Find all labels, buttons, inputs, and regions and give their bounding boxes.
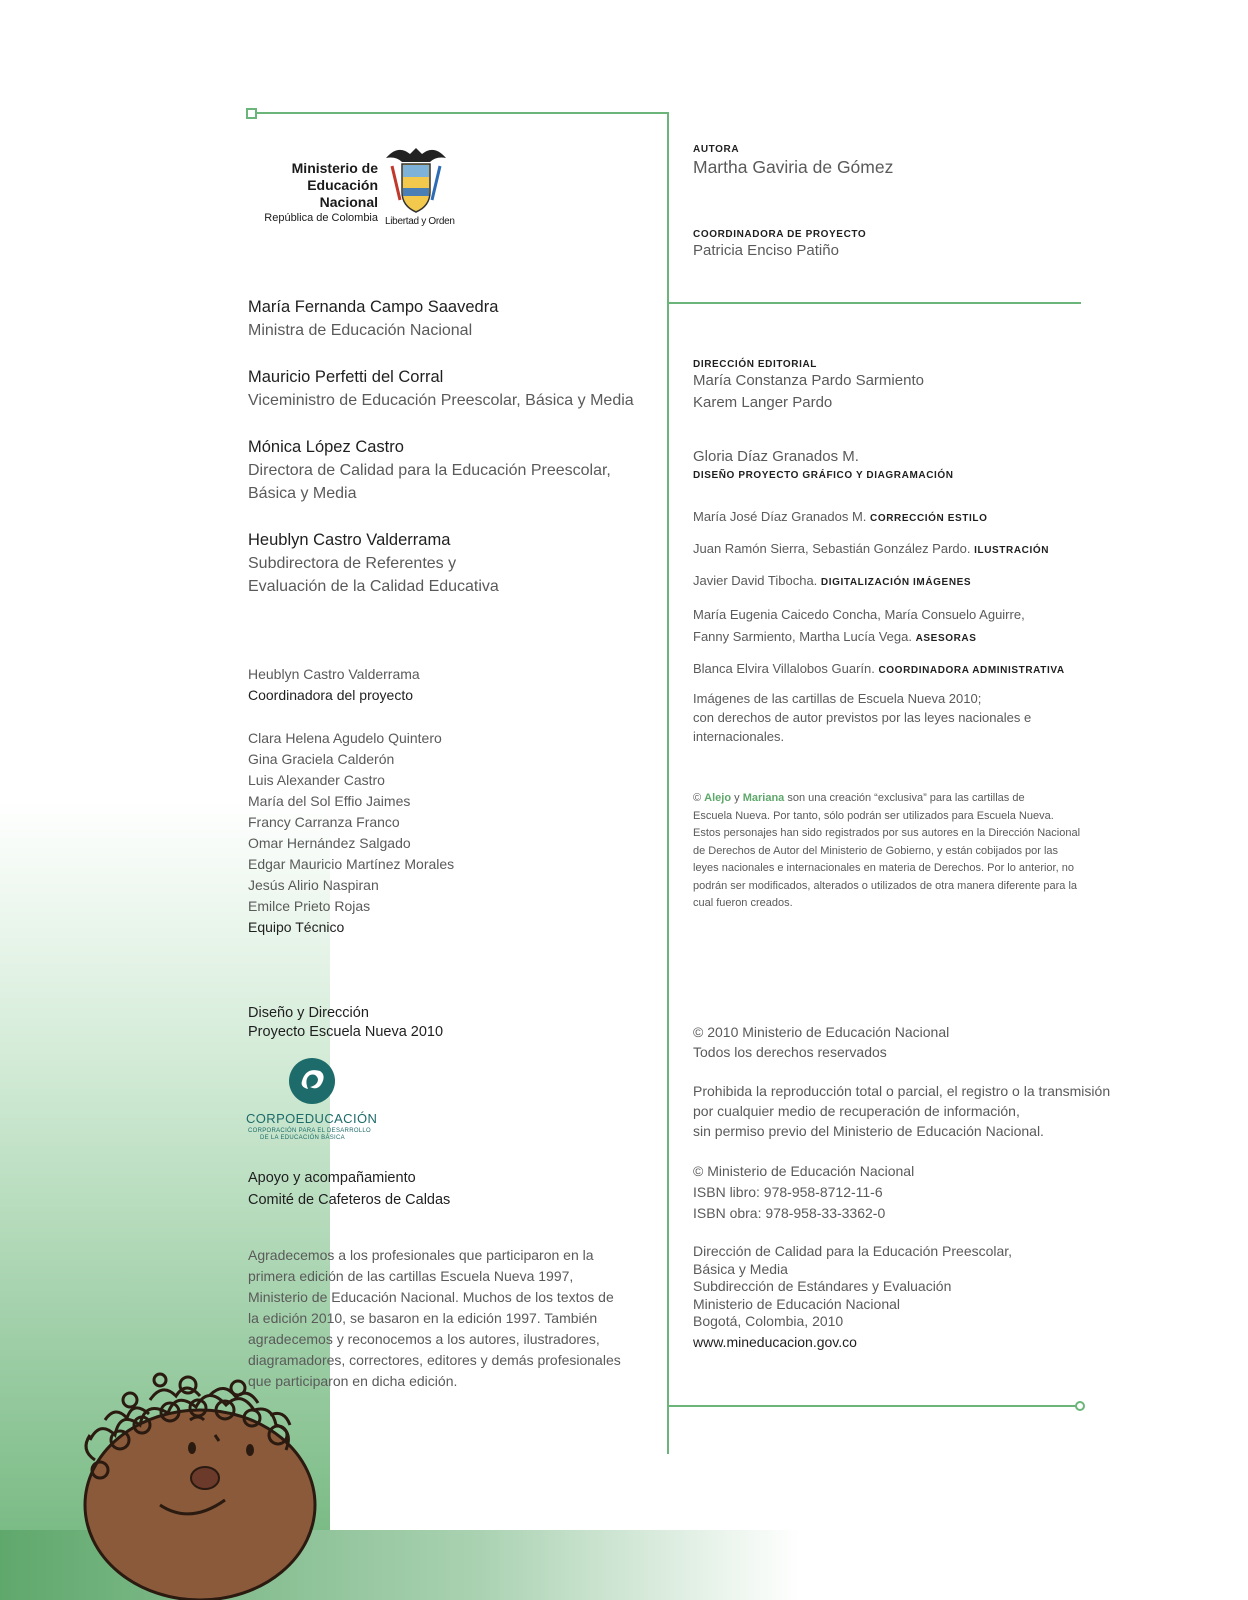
frame-end-marker bbox=[1075, 1401, 1085, 1411]
admin-text: Blanca Elvira Villalobos Guarín. bbox=[693, 661, 875, 676]
official-3 bbox=[248, 435, 611, 505]
ministry-logo-motto: Libertad y Orden bbox=[385, 216, 455, 227]
characters-note-line: leyes nacionales e internacionales en materia de Derechos. Por lo anterior, no bbox=[693, 862, 1074, 874]
team-member: Omar Hernández Salgado bbox=[248, 835, 411, 851]
rights-line: Todos los derechos reservados bbox=[693, 1044, 887, 1060]
team-member: Clara Helena Agudelo Quintero bbox=[248, 730, 442, 746]
author-name: Martha Gaviria de Gómez bbox=[693, 157, 894, 177]
design-name: Gloria Díaz Granados M. bbox=[693, 448, 859, 465]
official-role: Básica y Media bbox=[248, 485, 357, 502]
editorial-name: Karem Langer Pardo bbox=[693, 393, 833, 411]
corpoeducacion-mark-icon bbox=[288, 1055, 336, 1107]
corpoeducacion-name: CORPOEDUCACIÓN bbox=[246, 1111, 378, 1126]
acknowledgement-line: Ministerio de Educación Nacional. Muchos de los textos de bbox=[248, 1289, 614, 1305]
team-member: Luis Alexander Castro bbox=[248, 772, 385, 788]
support-block bbox=[248, 1168, 450, 1211]
frame-corner-marker bbox=[246, 108, 257, 119]
admin-label: COORDINADORA ADMINISTRATIVA bbox=[878, 665, 1065, 676]
team-member: Edgar Mauricio Martínez Morales bbox=[248, 856, 455, 872]
official-4 bbox=[248, 528, 499, 598]
coordination-block bbox=[248, 664, 420, 706]
technical-team bbox=[248, 728, 454, 938]
address-line: Ministerio de Educación Nacional bbox=[693, 1295, 900, 1312]
prohibition-line: por cualquier medio de recuperación de información, bbox=[693, 1103, 1020, 1119]
design-direction-line1: Diseño y Dirección bbox=[248, 1005, 369, 1021]
official-name: Mónica López Castro bbox=[248, 438, 404, 456]
corpoeducacion-subtitle: CORPORACIÓN PARA EL DESARROLLO bbox=[248, 1128, 372, 1134]
characters-note bbox=[693, 790, 1080, 913]
frame-line-vertical bbox=[667, 112, 669, 1454]
design-block bbox=[693, 446, 954, 481]
isbn-line: ISBN obra: 978-958-33-3362-0 bbox=[693, 1205, 886, 1221]
ministry-logo-line2: Educación Nacional bbox=[307, 177, 378, 210]
official-name: Mauricio Perfetti del Corral bbox=[248, 368, 444, 386]
advisors-label: ASESORAS bbox=[915, 633, 977, 644]
coordination-role: Coordinadora del proyecto bbox=[248, 687, 413, 703]
editorial-name: María Constanza Pardo Sarmiento bbox=[693, 372, 924, 389]
address-block bbox=[693, 1243, 1012, 1351]
coordination-name: Heublyn Castro Valderrama bbox=[248, 666, 420, 682]
character-name-mariana: Mariana bbox=[742, 792, 785, 804]
acknowledgement-line: Agradecemos a los profesionales que participaron en la bbox=[248, 1247, 594, 1263]
acknowledgement-line: agradecemos y reconocemos a los autores, ilustradores, bbox=[248, 1331, 600, 1347]
advisors-block bbox=[693, 604, 1025, 650]
address-line: Bogotá, Colombia, 2010 bbox=[693, 1313, 844, 1329]
characters-note-line: cual fueron creados. bbox=[693, 897, 793, 909]
rights-block bbox=[693, 1022, 949, 1062]
author-block bbox=[693, 144, 893, 179]
acknowledgement-line: la edición 2010, se basaron en la edición 1997. También bbox=[248, 1310, 598, 1326]
child-character-illustration bbox=[70, 1300, 330, 1600]
ministry-logo-line3: República de Colombia bbox=[264, 212, 378, 224]
project-coordinator-name: Patricia Enciso Patiño bbox=[693, 242, 839, 259]
address-line: Subdirección de Estándares y Evaluación bbox=[693, 1278, 952, 1294]
editorial-label: DIRECCIÓN EDITORIAL bbox=[693, 359, 817, 370]
team-member: Jesús Alirio Naspiran bbox=[248, 877, 379, 893]
isbn-block bbox=[693, 1161, 914, 1224]
corpoeducacion-logo bbox=[246, 1055, 386, 1145]
isbn-line: ISBN libro: 978-958-8712-11-6 bbox=[693, 1184, 883, 1200]
ministry-logo-line1: Ministerio de bbox=[291, 160, 378, 176]
official-role: Ministra de Educación Nacional bbox=[248, 322, 473, 339]
copyright-symbol: © bbox=[693, 792, 702, 804]
rights-line: © 2010 Ministerio de Educación Nacional bbox=[693, 1024, 950, 1040]
advisors-line: María Eugenia Caicedo Concha, María Consuelo Aguirre, bbox=[693, 607, 1025, 622]
characters-note-line: Escuela Nueva. Por tanto, sólo podrán ser utilizados para Escuela Nueva. bbox=[693, 809, 1054, 822]
credit-illustration bbox=[693, 539, 1049, 561]
address-line: Dirección de Calidad para la Educación Preescolar, bbox=[693, 1243, 1013, 1259]
credit-label: CORRECCIÓN ESTILO bbox=[870, 513, 988, 524]
team-member: Francy Carranza Franco bbox=[248, 814, 400, 830]
credit-label: ILUSTRACIÓN bbox=[974, 545, 1050, 556]
official-role: Evaluación de la Calidad Educativa bbox=[248, 578, 499, 595]
credit-correction bbox=[693, 507, 987, 529]
project-coordinator-block bbox=[693, 229, 866, 262]
admin-block bbox=[693, 659, 1065, 681]
support-line2: Comité de Cafeteros de Caldas bbox=[248, 1191, 451, 1208]
characters-note-line: Estos personajes han sido registrados por sus autores en la Dirección Nacional bbox=[693, 827, 1081, 839]
frame-line-middle bbox=[667, 302, 1081, 304]
ministry-logo bbox=[246, 140, 456, 232]
acknowledgement-line: primera edición de las cartillas Escuela Nueva 1997, bbox=[248, 1268, 574, 1284]
prohibition-block bbox=[693, 1081, 1110, 1141]
editorial-block bbox=[693, 359, 924, 413]
project-coordinator-label: COORDINADORA DE PROYECTO bbox=[693, 229, 867, 240]
author-label: AUTORA bbox=[693, 144, 740, 155]
team-member: María del Sol Effio Jaimes bbox=[248, 793, 411, 809]
character-name-alejo: Alejo bbox=[704, 792, 732, 804]
official-name: María Fernanda Campo Saavedra bbox=[248, 298, 499, 316]
support-line1: Apoyo y acompañamiento bbox=[248, 1170, 416, 1186]
corpoeducacion-subtitle: DE LA EDUCACIÓN BÁSICA bbox=[260, 1135, 345, 1141]
official-role: Subdirectora de Referentes y bbox=[248, 555, 457, 572]
design-direction bbox=[248, 1004, 443, 1042]
characters-note-line: podrán ser modificados, alterados o utilizados de otra manera diferente para la bbox=[693, 879, 1078, 892]
acknowledgement-line: diagramadores, correctores, editores y demás profesionales bbox=[248, 1352, 621, 1368]
isbn-line: © Ministerio de Educación Nacional bbox=[693, 1163, 915, 1179]
design-direction-line2: Proyecto Escuela Nueva 2010 bbox=[248, 1024, 444, 1040]
credit-text: María José Díaz Granados M. bbox=[693, 509, 867, 524]
credit-digitization bbox=[693, 571, 971, 593]
official-2 bbox=[248, 365, 634, 412]
official-role: Viceministro de Educación Preescolar, Básica y Media bbox=[248, 392, 634, 409]
website-link[interactable]: www.mineducacion.gov.co bbox=[693, 1333, 857, 1350]
credit-label: DIGITALIZACIÓN IMÁGENES bbox=[820, 577, 972, 588]
credit-text: Javier David Tibocha. bbox=[693, 573, 818, 588]
team-member: Emilce Prieto Rojas bbox=[248, 898, 371, 914]
images-note-line: internacionales. bbox=[693, 729, 785, 744]
characters-note-line: son una creación “exclusiva” para las cartillas de bbox=[787, 792, 1025, 804]
official-role: Directora de Calidad para la Educación Preescolar, bbox=[248, 462, 611, 479]
design-label: DISEÑO PROYECTO GRÁFICO Y DIAGRAMACIÓN bbox=[693, 469, 954, 481]
acknowledgement-line: que participaron en dicha edición. bbox=[248, 1373, 458, 1389]
coat-of-arms-icon bbox=[380, 140, 452, 216]
characters-note-line: de Derechos de Autor del Ministerio de Gobierno, y están cobijados por las bbox=[693, 844, 1059, 857]
address-line: Básica y Media bbox=[693, 1260, 788, 1277]
images-note bbox=[693, 689, 1031, 746]
official-name: Heublyn Castro Valderrama bbox=[248, 531, 451, 549]
prohibition-line: Prohibida la reproducción total o parcial, el registro o la transmisión bbox=[693, 1083, 1111, 1099]
team-label: Equipo Técnico bbox=[248, 919, 345, 935]
prohibition-line: sin permiso previo del Ministerio de Educación Nacional. bbox=[693, 1123, 1044, 1139]
official-1 bbox=[248, 295, 498, 342]
frame-line-bottom bbox=[667, 1405, 1077, 1407]
conjunction: y bbox=[734, 792, 740, 804]
credit-text: Juan Ramón Sierra, Sebastián González Pardo. bbox=[693, 541, 971, 556]
images-note-line: con derechos de autor previstos por las leyes nacionales e bbox=[693, 710, 1032, 725]
advisors-line: Fanny Sarmiento, Martha Lucía Vega. bbox=[693, 629, 912, 644]
frame-line-top bbox=[251, 112, 668, 114]
images-note-line: Imágenes de las cartillas de Escuela Nueva 2010; bbox=[693, 691, 982, 706]
team-member: Gina Graciela Calderón bbox=[248, 751, 395, 767]
